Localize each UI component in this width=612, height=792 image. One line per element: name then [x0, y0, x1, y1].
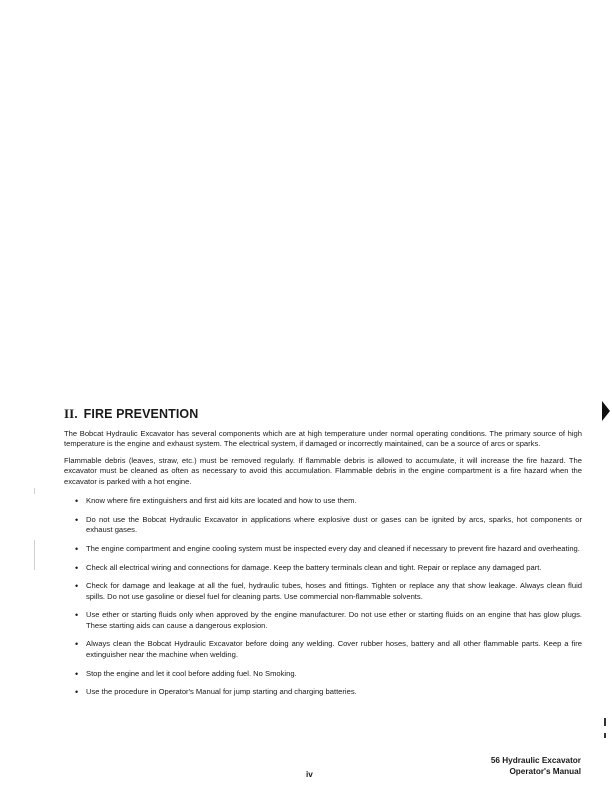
list-item	[64, 544, 582, 554]
section-title: FIRE PREVENTION	[83, 407, 199, 421]
list-item-text: Check for damage and leakage at all the fuel, hydraulic tubes, hoses and fittings. Tighten or replace any that show leakage. Always clean fluid spills. Do not use gasoline or diesel fuel for cleaning parts. Use commercial non-flammable solvents.	[86, 581, 582, 601]
intro-paragraph: The Bobcat Hydraulic Excavator has several components which are at high temperature under normal operating conditions. The primary source of high temperature is the engine and exhaust system. The electrical system, if damaged or incorrectly maintained, can be a source of arcs or sparks.	[64, 429, 582, 449]
list-item-text: Always clean the Bobcat Hydraulic Excavator before doing any welding. Cover rubber hoses, battery and all other flammable parts. Keep a fire extinguisher near the machine when welding.	[86, 639, 582, 659]
list-item	[64, 496, 582, 506]
edge-tick-mark	[604, 718, 606, 726]
bullet-icon: •	[75, 543, 79, 554]
list-item	[64, 669, 582, 679]
bullet-icon: •	[75, 668, 79, 679]
fire-prevention-section	[64, 406, 582, 706]
debris-paragraph: Flammable debris (leaves, straw, etc.) must be removed regularly. If flammable debris is allowed to accumulate, it will increase the fire hazard. The excavator must be cleaned as often as necessary to avoid this accumulation. Flammable debris in the engine compartment is a fire hazard when the excavator is parked with a hot engine.	[64, 455, 582, 486]
list-item-text: Use the procedure in Operator's Manual for jump starting and charging batteries.	[86, 687, 357, 697]
list-item-text: Stop the engine and let it cool before adding fuel. No Smoking.	[86, 668, 297, 678]
page-number: iv	[306, 770, 313, 779]
bullet-icon: •	[75, 514, 79, 525]
bullet-icon: •	[75, 581, 79, 592]
bullet-icon: •	[75, 562, 79, 573]
scan-artifact	[34, 488, 35, 494]
bullet-icon: •	[75, 639, 79, 650]
edge-tick-mark	[604, 733, 606, 738]
precaution-list	[64, 496, 582, 698]
footer-title	[491, 756, 581, 777]
binding-mark-icon	[602, 401, 610, 421]
footer-line-model: 56 Hydraulic Excavator	[490, 756, 581, 765]
list-item	[64, 687, 582, 697]
list-item-text: Check all electrical wiring and connections for damage. Keep the battery terminals clean and tight. Repair or replace any damaged part.	[86, 562, 542, 572]
section-heading	[64, 406, 582, 422]
bullet-icon: •	[75, 610, 79, 621]
list-item-text: Do not use the Bobcat Hydraulic Excavator in applications where explosive dust or gases can be ignited by arcs, sparks, hot components or exhaust gases.	[86, 514, 582, 535]
bullet-icon: •	[75, 687, 79, 698]
list-item-text: Know where fire extinguishers and first aid kits are located and how to use them.	[86, 496, 357, 506]
footer-line-manual: Operator's Manual	[509, 766, 581, 776]
scan-artifact	[34, 540, 35, 570]
list-item-text: The engine compartment and engine cooling system must be inspected every day and cleaned if necessary to prevent fire hazard and overheating.	[86, 543, 580, 553]
section-number: II.	[64, 406, 78, 421]
list-item	[64, 515, 582, 536]
list-item	[64, 610, 582, 631]
list-item-text: Use ether or starting fluids only when approved by the engine manufacturer. Do not use ether or starting fluids on an engine that has glow plugs. These starting aids can cause a dangerous explosion.	[86, 610, 582, 630]
list-item	[64, 581, 582, 602]
bullet-icon: •	[75, 496, 79, 507]
list-item	[64, 639, 582, 660]
list-item	[64, 563, 582, 573]
